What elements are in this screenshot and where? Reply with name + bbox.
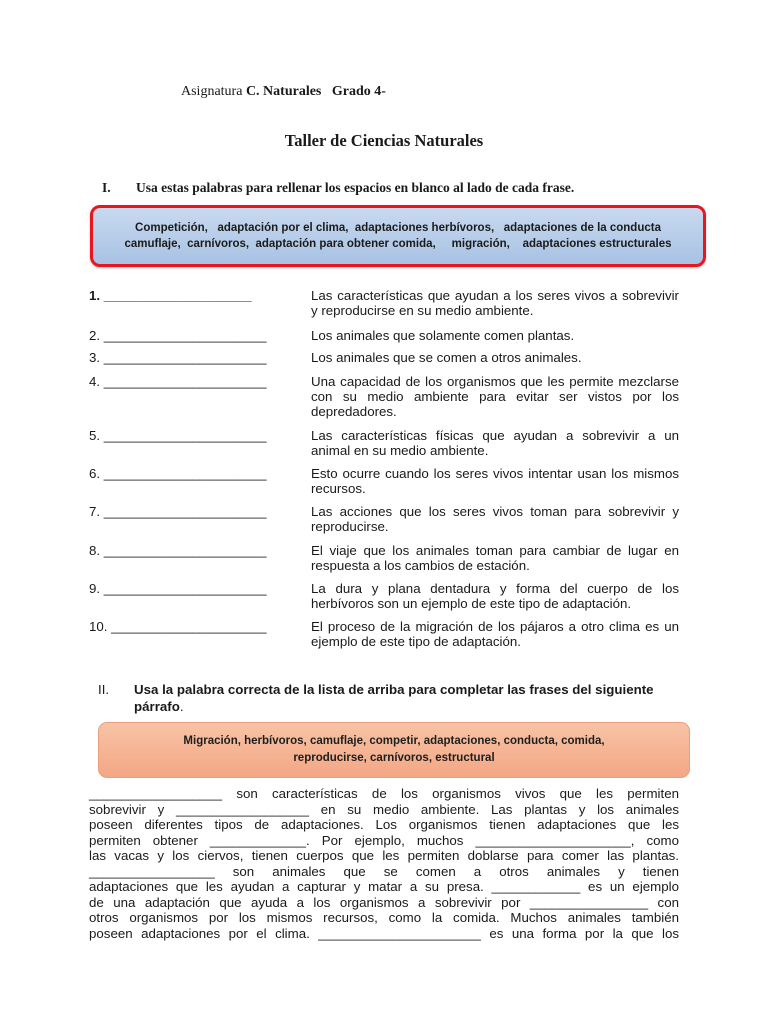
definition-text: Esto ocurre cuando los seres vivos intentar usan los mismos recursos.	[311, 466, 679, 496]
word-bank-2-line: Migración, herbívoros, camuflaje, competir, adaptaciones, conducta, comida,	[183, 735, 605, 747]
answer-blank[interactable]: 5. ______________________	[89, 428, 267, 443]
word-bank-1-line: Competición, adaptación por el clima, adaptaciones herbívoros, adaptaciones de la conducta	[135, 222, 661, 234]
word-bank-2	[98, 722, 690, 778]
definition-text: Las características que ayudan a los seres vivos a sobrevivir y reproducirse en su medio ambiente.	[311, 288, 679, 318]
paragraph-line: las vacas y los ciervos, tienen cuerpos que les permiten doblarse para comer las plantas.	[89, 848, 679, 863]
answer-blank[interactable]: 4. ______________________	[89, 374, 267, 389]
page-title: Taller de Ciencias Naturales	[284, 131, 484, 150]
section-1-number: I.	[102, 180, 111, 195]
answer-blank[interactable]: 6. ______________________	[89, 466, 267, 481]
subject-value: C. Naturales Grado 4-	[245, 84, 386, 99]
paragraph-line: de una adaptación que ayuda a los organismos a sobrevivir por ________________ con	[89, 894, 679, 910]
paragraph-line: _________________ son animales que se comen a otros animales y tienen	[89, 863, 679, 879]
subject-line	[181, 84, 386, 100]
paragraph-line: __________________ son características de los organismos vivos que les permiten	[89, 786, 679, 801]
answer-blank[interactable]: 1. ____________________	[89, 288, 252, 303]
answer-blank[interactable]: 2. ______________________	[89, 328, 267, 343]
cloze-paragraph	[89, 786, 679, 941]
answer-blank[interactable]: 9. ______________________	[89, 581, 267, 596]
definition-text: Las acciones que los seres vivos toman para sobrevivir y reproducirse.	[311, 504, 679, 534]
definition-text: El proceso de la migración de los pájaros a otro clima es un ejemplo de este tipo de adaptación.	[311, 619, 679, 649]
paragraph-line: poseen diferentes tipos de adaptaciones. Los organismos tienen adaptaciones que les	[89, 817, 679, 832]
paragraph-line: otros organismos por los mismos recursos, como la comida. Muchos animales también	[89, 910, 679, 925]
word-bank-1-line: camuflaje, carnívoros, adaptación para obtener comida, migración, adaptaciones estructurales	[124, 238, 672, 250]
definition-text: Una capacidad de los organismos que les permite mezclarse con su medio ambiente para evitar ser vistos por los depredadores.	[311, 374, 679, 419]
section-2-period: .	[179, 699, 184, 714]
section-1-text: Usa estas palabras para rellenar los espacios en blanco al lado de cada frase.	[136, 180, 575, 195]
subject-label: Asignatura	[181, 84, 243, 99]
definition-text: El viaje que los animales toman para cambiar de lugar en respuesta a los cambios de estación.	[311, 543, 679, 573]
answer-blank[interactable]: 7. ______________________	[89, 504, 267, 519]
section-2-instruction	[98, 681, 668, 715]
word-bank-1	[90, 205, 706, 267]
paragraph-line: poseen adaptaciones por el clima. ______________________ es una forma por la que los	[89, 925, 679, 941]
answer-blank[interactable]: 3. ______________________	[89, 350, 267, 365]
paragraph-line: adaptaciones que les ayudan a capturar y matar a su presa. ____________ es un ejemplo	[89, 879, 679, 894]
definition-text: Los animales que se comen a otros animales.	[311, 350, 582, 365]
answer-blank[interactable]: 8. ______________________	[89, 543, 267, 558]
definition-text: La dura y plana dentadura y forma del cuerpo de los herbívoros son un ejemplo de este tipo de adaptación.	[311, 581, 679, 611]
answer-blank[interactable]: 10. _____________________	[89, 619, 267, 634]
paragraph-line: sobrevivir y __________________ en su medio ambiente. Las plantas y los animales	[89, 801, 679, 817]
section-2-text: Usa la palabra correcta de la lista de arriba para completar las frases del siguiente párrafo	[134, 682, 654, 714]
paragraph-line: permiten obtener _____________. Por ejemplo, muchos _____________________, como	[89, 832, 679, 848]
section-2-number: II.	[98, 682, 110, 697]
definition-text: Los animales que solamente comen plantas.	[311, 328, 575, 343]
definition-text: Las características físicas que ayudan a sobrevivir a un animal en su medio ambiente.	[311, 428, 679, 458]
section-1-instruction	[102, 180, 574, 196]
word-bank-2-line: reproducirse, carnívoros, estructural	[293, 752, 495, 764]
